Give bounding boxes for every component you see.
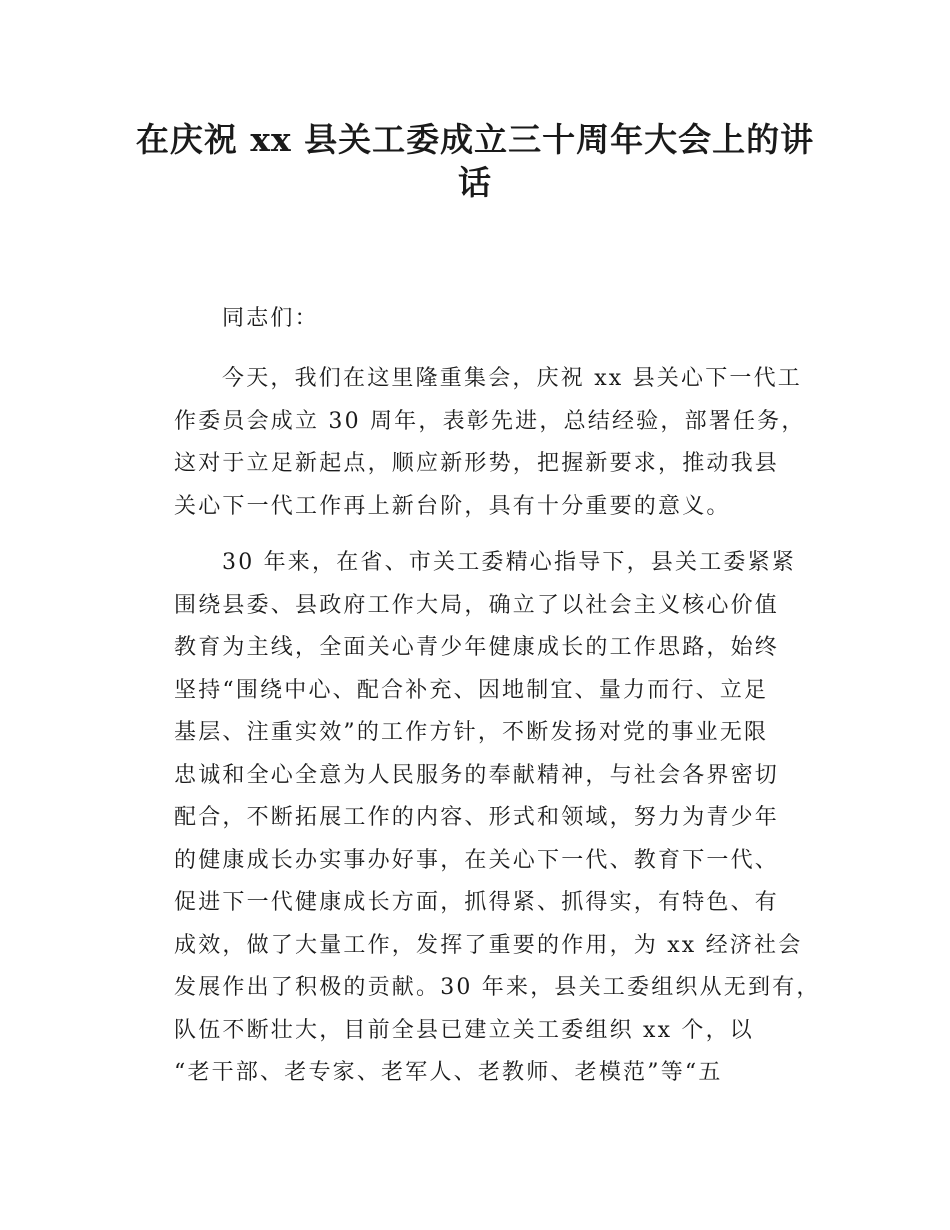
paragraph-1 bbox=[174, 358, 814, 528]
paragraph-line: 队伍不断壮大，目前全县已建立关工委组织 xx 个，以 bbox=[174, 1017, 755, 1043]
paragraph-line: 成效，做了大量工作，发挥了重要的作用，为 xx 经济社会 bbox=[174, 932, 803, 958]
paragraph-line: 发展作出了积极的贡献。30 年来，县关工委组织从无到有， bbox=[174, 975, 821, 1000]
paragraph-line: 配合，不断拓展工作的内容、形式和领域，努力为青少年 bbox=[174, 805, 780, 830]
paragraph-line: 围绕县委、县政府工作大局，确立了以社会主义核心价值 bbox=[174, 592, 780, 618]
paragraph-line: 的健康成长办实事办好事，在关心下一代、教育下一代、 bbox=[174, 847, 780, 873]
salutation-text: 同志们： bbox=[222, 306, 319, 331]
paragraph-line: 促进下一代健康成长方面，抓得紧、抓得实，有特色、有 bbox=[174, 890, 780, 915]
title-line: 话 bbox=[458, 162, 492, 202]
paragraph-line: 坚持“围绕中心、配合补充、因地制宜、量力而行、立足 bbox=[174, 677, 769, 703]
paragraph-line: 教育为主线，全面关心青少年健康成长的工作思路，始终 bbox=[174, 635, 780, 660]
paragraph-line: 关心下一代工作再上新台阶，具有十分重要的意义。 bbox=[174, 493, 731, 519]
paragraph-line: “老干部、老专家、老军人、老教师、老模范”等“五 bbox=[174, 1060, 723, 1085]
title-line: 在庆祝 xx 县关工委成立三十周年大会上的讲 bbox=[135, 120, 815, 159]
paragraph-2 bbox=[174, 542, 821, 1095]
salutation bbox=[174, 298, 814, 341]
paragraph-line: 这对于立足新起点，顺应新形势，把握新要求，推动我县 bbox=[174, 451, 780, 476]
paragraph-line: 基层、注重实效”的工作方针，不断发扬对党的事业无限 bbox=[174, 720, 769, 745]
document-title bbox=[130, 112, 820, 202]
paragraph-line: 30 年来，在省、市关工委精心指导下，县关工委紧紧 bbox=[222, 550, 796, 575]
paragraph-line: 作委员会成立 30 周年，表彰先进，总结经验，部署任务， bbox=[174, 408, 806, 434]
paragraph-line: 今天，我们在这里隆重集会，庆祝 xx 县关心下一代工 bbox=[222, 366, 803, 391]
paragraph-line: 忠诚和全心全意为人民服务的奉献精神，与社会各界密切 bbox=[174, 762, 780, 788]
